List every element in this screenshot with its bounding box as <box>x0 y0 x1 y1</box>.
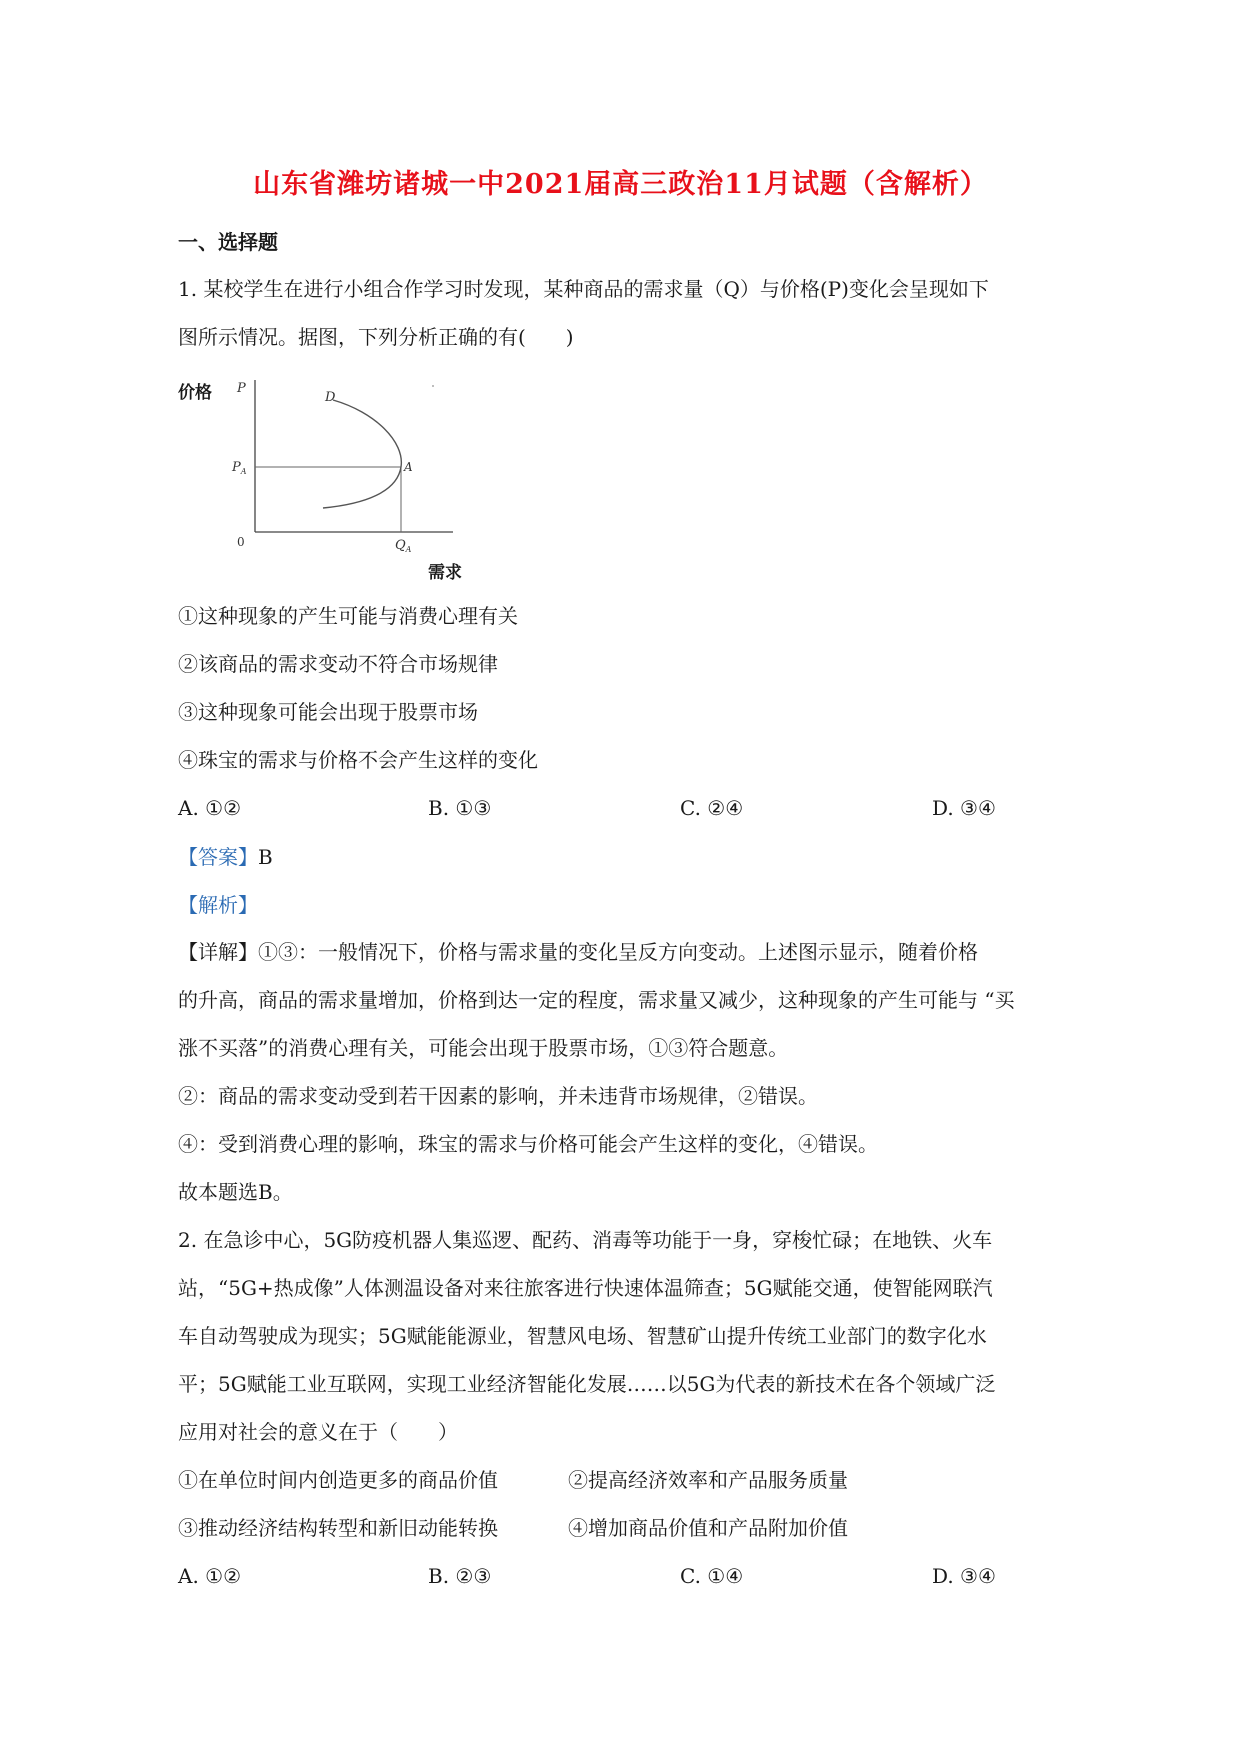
chart-ylabel: 价格 <box>178 383 212 403</box>
q1-analysis-label: 【解析】 <box>178 893 258 917</box>
q2-statement-4: ④增加商品价值和产品附加价值 <box>568 1516 848 1540</box>
q2-statement-1: ①在单位时间内创造更多的商品价值 <box>178 1468 498 1492</box>
q1-option-b: B. ①③ <box>428 796 492 820</box>
q2-option-d: D. ③④ <box>932 1564 996 1588</box>
q2-option-b: B. ②③ <box>428 1564 492 1588</box>
pa-label: $P_A$ <box>232 460 247 476</box>
q2-stem-line-2: 站，“5G+热成像”人体测温设备对来往旅客进行快速体温筛查；5G赋能交通，使智能网联汽 <box>178 1276 993 1300</box>
q1-detail-line-3: 涨不买落”的消费心理有关，可能会出现于股票市场，①③符合题意。 <box>178 1036 789 1060</box>
point-a-label: A <box>404 460 413 474</box>
origin-label: 0 <box>237 535 245 549</box>
page-title: 山东省潍坊诸城一中2021届高三政治11月试题（含解析） <box>253 169 988 200</box>
q1-statement-4: ④珠宝的需求与价格不会产生这样的变化 <box>178 748 538 772</box>
q1-stem-line-1: 1. 某校学生在进行小组合作学习时发现，某种商品的需求量（Q）与价格(P)变化会呈现如下 <box>178 277 989 301</box>
q1-detail-line-1: 【详解】①③：一般情况下，价格与需求量的变化呈反方向变动。上述图示显示，随着价格 <box>178 940 978 964</box>
section-heading: 一、选择题 <box>178 230 278 254</box>
q1-statement-3: ③这种现象可能会出现于股票市场 <box>178 700 478 724</box>
q1-detail-line-4: ②：商品的需求变动受到若干因素的影响，并未违背市场规律，②错误。 <box>178 1084 818 1108</box>
q2-stem-line-1: 2. 在急诊中心，5G防疫机器人集巡逻、配药、消毒等功能于一身，穿梭忙碌；在地铁、火车 <box>178 1228 993 1252</box>
point-d-label: D <box>325 390 336 405</box>
q1-detail-line-6: 故本题选B。 <box>178 1180 293 1204</box>
q1-option-a: A. ①② <box>178 796 242 820</box>
q1-option-d: D. ③④ <box>932 796 996 820</box>
q1-answer <box>178 843 273 871</box>
q1-statement-2: ②该商品的需求变动不符合市场规律 <box>178 652 498 676</box>
q1-detail-line-5: ④：受到消费心理的影响，珠宝的需求与价格可能会产生这样的变化，④错误。 <box>178 1132 878 1156</box>
demand-curve <box>323 400 401 508</box>
q2-statement-2: ②提高经济效率和产品服务质量 <box>568 1468 848 1492</box>
chart-xlabel: 需求 <box>428 563 462 583</box>
qa-label: $Q_A$ <box>395 538 412 554</box>
q2-stem-line-5: 应用对社会的意义在于（ ） <box>178 1420 458 1444</box>
q1-option-c: C. ②④ <box>680 796 744 820</box>
answer-value: B <box>258 845 273 869</box>
q2-stem-line-4: 平；5G赋能工业互联网，实现工业经济智能化发展……以5G为代表的新技术在各个领域广泛 <box>178 1372 996 1396</box>
q2-option-c: C. ①④ <box>680 1564 744 1588</box>
q2-option-a: A. ①② <box>178 1564 242 1588</box>
demand-price-chart <box>175 372 475 587</box>
q1-statement-1: ①这种现象的产生可能与消费心理有关 <box>178 604 518 628</box>
q2-stem-line-3: 车自动驾驶成为现实；5G赋能能源业，智慧风电场、智慧矿山提升传统工业部门的数字化水 <box>178 1324 987 1348</box>
axis-letter-p: P <box>237 381 246 396</box>
q2-statement-3: ③推动经济结构转型和新旧动能转换 <box>178 1516 498 1540</box>
q1-stem-line-2: 图所示情况。据图，下列分析正确的有( ) <box>178 325 574 349</box>
q1-detail-line-2: 的升高，商品的需求量增加，价格到达一定的程度，需求量又减少，这种现象的产生可能与 “买 <box>178 988 1015 1012</box>
answer-label: 【答案】 <box>178 845 258 869</box>
scan-dot <box>432 385 434 387</box>
